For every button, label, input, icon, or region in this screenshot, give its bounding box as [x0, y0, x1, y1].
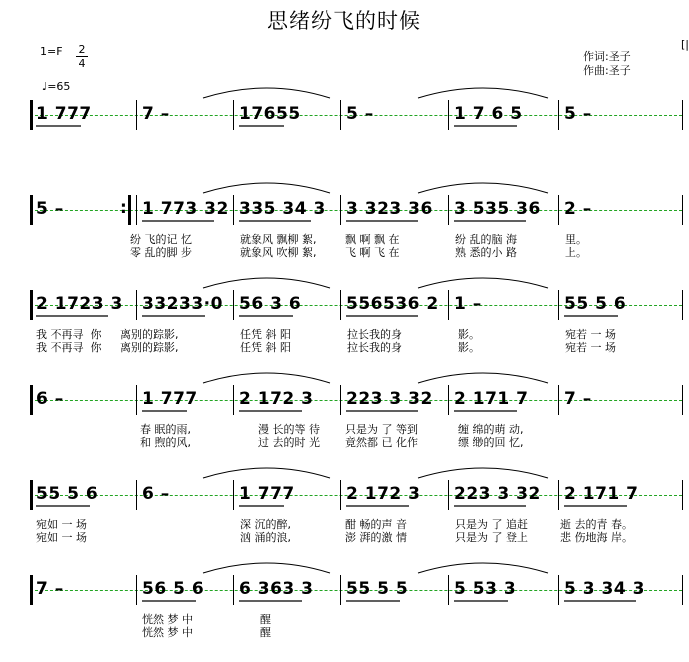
bar-line	[30, 195, 33, 225]
measure-notes: 55 5 5	[346, 579, 409, 599]
slur-arc	[418, 88, 548, 98]
lyric-line: 澎 湃的激 情	[345, 531, 407, 544]
measure-notes: 17655	[239, 104, 301, 124]
lyric-line: 零 乱的脚 步	[130, 246, 192, 259]
slur-arc	[203, 373, 330, 383]
measure-notes: 2 172 3	[346, 484, 421, 504]
bar-line	[682, 480, 683, 510]
bar-line	[558, 480, 559, 510]
measure-notes: 1 773 32	[142, 199, 229, 219]
bar-line	[340, 290, 341, 320]
lyric-line: 春 眠的雨,	[140, 423, 191, 436]
measure-notes: 5 –	[346, 104, 374, 124]
lyric-line: 拉长我的身	[347, 328, 402, 341]
measure-notes: 2 171 7	[564, 484, 639, 504]
lyric-line: 熟 悉的小 路	[455, 246, 517, 259]
measure-notes: 5 3 34 3	[564, 579, 645, 599]
lyric-line: 离别的踪影,	[120, 341, 179, 354]
bar-line	[448, 480, 449, 510]
lyric-line: 飞 啊 飞 在	[345, 246, 400, 259]
lyric-line: 我 不再寻 你	[36, 341, 102, 354]
lyric-line: 纷 乱的脑 海	[455, 233, 517, 246]
song-title: 思绪纷飞的时候	[267, 9, 421, 33]
lyric-line: 悲 伤地海 岸。	[560, 531, 633, 544]
lyric-line: 任凭 斜 阳	[240, 341, 291, 354]
lyric-line: 就象风 吹柳 絮,	[240, 246, 317, 259]
lyric-line: 就象风 飘柳 絮,	[240, 233, 317, 246]
bar-line	[233, 575, 234, 605]
bar-line	[448, 290, 449, 320]
lyric-line: 宛若 一 场	[565, 341, 616, 354]
slur-arc	[418, 468, 548, 478]
slur-arc	[418, 278, 548, 288]
bar-line	[558, 575, 559, 605]
measure-notes: 7 –	[564, 389, 592, 409]
measure-notes: 55 5 6	[36, 484, 99, 504]
measure-notes: 2 171 7	[454, 389, 529, 409]
bar-line	[136, 480, 137, 510]
bar-line	[30, 385, 33, 415]
measure-notes: 223 3 32	[346, 389, 433, 409]
bar-line	[340, 195, 341, 225]
bar-line	[136, 100, 137, 130]
lyric-line: 拉长我的身	[347, 341, 402, 354]
bar-line	[233, 195, 234, 225]
bar-line	[30, 100, 33, 130]
measure-notes: 55 5 6	[564, 294, 627, 314]
bar-line	[558, 100, 559, 130]
slur-arc	[203, 183, 330, 193]
bar-line	[682, 290, 683, 320]
measure-notes: 2 172 3	[239, 389, 314, 409]
measure-notes: 3 323 36	[346, 199, 433, 219]
edge-mark: [|	[681, 38, 689, 51]
measure-notes: 5 –	[564, 104, 592, 124]
slur-arc	[203, 468, 330, 478]
measure-notes: 56 3 6	[239, 294, 302, 314]
lyric-line: 影。	[458, 341, 480, 354]
measure-notes: 5 –	[36, 199, 64, 219]
measure-notes: 2 1723 3	[36, 294, 123, 314]
bar-line	[30, 575, 33, 605]
lyric-line: 宛如 一 场	[36, 518, 87, 531]
measure-notes: 5 53 3	[454, 579, 517, 599]
lyric-line: 宛如 一 场	[36, 531, 87, 544]
credits	[583, 50, 631, 78]
quarter-note-icon: ♩	[42, 80, 48, 93]
time-bottom: 4	[76, 56, 88, 70]
bar-line	[448, 385, 449, 415]
measure-notes: 1 –	[454, 294, 482, 314]
bar-line	[448, 100, 449, 130]
time-top: 2	[78, 43, 86, 56]
measure-notes: 335 34 3	[239, 199, 326, 219]
slur-arc	[203, 563, 330, 573]
lyric-line: 缥 缈的回 忆,	[458, 436, 524, 449]
slur-arc	[418, 563, 548, 573]
measure-notes: 1 777	[142, 389, 198, 409]
measure-notes: 1 777	[239, 484, 295, 504]
bar-line	[448, 195, 449, 225]
key-text: 1=F	[40, 45, 63, 58]
tempo-text: =65	[47, 80, 71, 93]
lyric-line: 离别的踪影,	[120, 328, 179, 341]
slur-arc	[203, 278, 330, 288]
measure-notes: 7 –	[142, 104, 170, 124]
measure-notes: 6 363 3	[239, 579, 314, 599]
measure-notes: 7 –	[36, 579, 64, 599]
tempo-marking	[42, 80, 70, 93]
measure-notes: 556536 2	[346, 294, 439, 314]
lyric-line: 和 煦的风,	[140, 436, 191, 449]
repeat-dots: :	[120, 198, 128, 218]
time-signature	[76, 43, 88, 70]
lyric-line: 缠 绵的萌 动,	[458, 423, 524, 436]
bar-line	[136, 575, 137, 605]
slur-arc	[418, 373, 548, 383]
bar-line	[340, 385, 341, 415]
bar-line	[682, 100, 683, 130]
lyric-line: 竟然都 已 化作	[345, 436, 418, 449]
lyric-line: 醒	[260, 626, 271, 639]
lyric-line: 只是为 了 登上	[455, 531, 528, 544]
measure-notes: 2 –	[564, 199, 592, 219]
bar-line	[558, 290, 559, 320]
bar-line	[136, 385, 137, 415]
lyric-line: 影。	[458, 328, 480, 341]
lyric-line: 恍然 梦 中	[142, 613, 193, 626]
slur-arc	[203, 88, 330, 98]
lyricist: 作词:圣子	[583, 50, 631, 63]
lyric-line: 里。	[565, 233, 587, 246]
lyric-line: 醒	[260, 613, 271, 626]
composer: 作曲:圣子	[583, 64, 631, 77]
measure-notes: 6 –	[36, 389, 64, 409]
bar-line	[30, 480, 33, 510]
key-signature	[40, 45, 63, 58]
lyric-line: 任凭 斜 阳	[240, 328, 291, 341]
lyric-line: 深 沉的醉,	[240, 518, 291, 531]
lyric-line: 宛若 一 场	[565, 328, 616, 341]
lyric-line: 漫 长的等 待	[258, 423, 320, 436]
lyric-line: 只是为 了 追赶	[455, 518, 528, 531]
lyric-line: 汹 涌的浪,	[240, 531, 291, 544]
slur-arc	[418, 183, 548, 193]
bar-line	[136, 290, 137, 320]
measure-notes: 223 3 32	[454, 484, 541, 504]
bar-line	[233, 290, 234, 320]
bar-line	[448, 575, 449, 605]
bar-line	[30, 290, 33, 320]
bar-line	[340, 100, 341, 130]
lyric-line: 过 去的时 光	[258, 436, 320, 449]
measure-notes: 1 777	[36, 104, 92, 124]
measure-notes: 33233·0	[142, 294, 223, 314]
bar-line	[136, 195, 137, 225]
bar-line	[682, 385, 683, 415]
bar-line	[558, 385, 559, 415]
measure-notes: 3 535 36	[454, 199, 541, 219]
lyric-line: 酣 畅的声 音	[345, 518, 407, 531]
lyric-line: 上。	[565, 246, 587, 259]
lyric-line: 逝 去的青 春。	[560, 518, 633, 531]
bar-line	[682, 575, 683, 605]
lyric-line: 飘 啊 飘 在	[345, 233, 400, 246]
bar-line	[682, 195, 683, 225]
lyric-line: 我 不再寻 你	[36, 328, 102, 341]
bar-line	[233, 100, 234, 130]
lyric-line: 恍然 梦 中	[142, 626, 193, 639]
bar-line	[340, 480, 341, 510]
bar-line	[233, 385, 234, 415]
bar-line	[233, 480, 234, 510]
measure-notes: 56 5 6	[142, 579, 205, 599]
lyric-line: 只是为 了 等到	[345, 423, 418, 436]
measure-notes: 1 7 6 5	[454, 104, 523, 124]
repeat-bar	[128, 195, 131, 225]
lyric-line: 纷 飞的记 忆	[130, 233, 192, 246]
bar-line	[340, 575, 341, 605]
measure-notes: 6 –	[142, 484, 170, 504]
bar-line	[558, 195, 559, 225]
